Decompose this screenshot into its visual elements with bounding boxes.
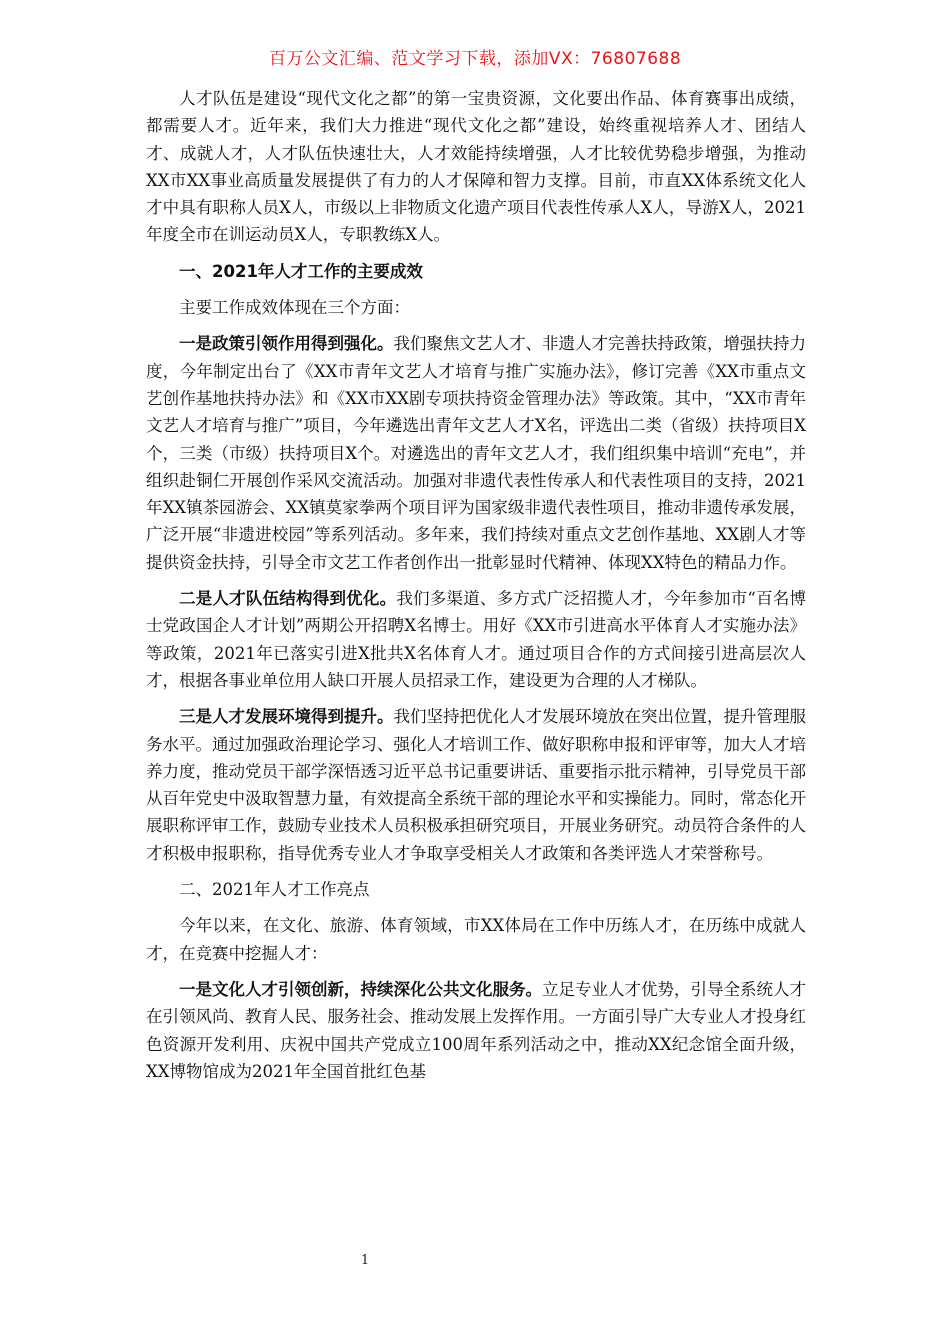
- section-1-item-3-text: 我们坚持把优化人才发展环境放在突出位置，提升管理服务水平。通过加强政治理论学习、强化人才培训工作、做好职称申报和评审等，加大人才培养力度，推动党员干部学深悟透习近平总书记重要讲话、重要指示批示精神，引导党员干部从百年党史中汲取智慧力量，有效提高全系统干部的理论水平和实操能力。同时，常态化开展职称评审工作，鼓励专业技术人员积极承担研究项目，开展业务研究。动员符合条件的人才积极申报职称，指导优秀专业人才争取享受相关人才政策和各类评选人才荣誉称号。: [146, 707, 806, 863]
- section-1-heading: 一、2021年人才工作的主要成效: [179, 261, 423, 281]
- page-number: 1: [360, 1253, 370, 1268]
- section-2-item-1-text: 立足专业人才优势，引导全系统人才在引领风尚、教育人民、服务社会、推动发展上发挥作用。一方面引导广大专业人才投身红色资源开发利用、庆祝中国共产党成立100周年系列活动之中，推动XX纪念馆全面升级，XX博物馆成为2021年全国首批红色基: [146, 979, 806, 1081]
- section-2-item-1: [146, 976, 806, 1085]
- document-body: [146, 85, 806, 1085]
- section-1-item-1-lead: 一是政策引领作用得到强化。: [179, 334, 394, 354]
- section-1-item-1: [146, 330, 806, 576]
- section-2-heading: 二、2021年人才工作亮点: [179, 880, 370, 900]
- section-1-item-2-text: 我们多渠道、多方式广泛招揽人才，今年参加市“百名博士党政国企人才计划”两期公开招聘X名博士。用好《XX市引进高水平体育人才实施办法》等政策，2021年已落实引进X批共X名体育人才。通过项目合作的方式间接引进高层次人才，根据各事业单位用人缺口开展人员招录工作，建设更为合理的人才梯队。: [146, 589, 807, 690]
- intro-paragraph: 人才队伍是建设“现代文化之都”的第一宝贵资源，文化要出作品、体育赛事出成绩，都需要人才。近年来，我们大力推进“现代文化之都”建设，始终重视培养人才、团结人才、成就人才，人才队伍快速壮大，人才效能持续增强，人才比较优势稳步增强，为推动XX市XX事业高质量发展提供了有力的人才保障和智力支撑。目前，市直XX体系统文化人才中具有职称人员X人，市级以上非物质文化遗产项目代表性传承人X人，导游X人，2021年度全市在训运动员X人，专职教练X人。: [146, 89, 806, 245]
- section-1-item-3: [146, 703, 806, 867]
- section-1-item-2-lead: 二是人才队伍结构得到优化。: [179, 589, 397, 609]
- promo-banner: 百万公文汇编、范文学习下载，添加VX：76807688: [268, 49, 682, 69]
- section-1-summary: 主要工作成效体现在三个方面：: [179, 298, 410, 318]
- section-2-summary: 今年以来，在文化、旅游、体育领域，市XX体局在工作中历练人才，在历练中成就人才，在竞赛中挖掘人才：: [146, 916, 806, 963]
- section-1-item-3-lead: 三是人才发展环境得到提升。: [179, 707, 394, 727]
- section-2-item-1-lead: 一是文化人才引领创新，持续深化公共文化服务。: [179, 979, 542, 999]
- section-1-item-1-text: 我们聚焦文艺人才、非遗人才完善扶持政策，增强扶持力度，今年制定出台了《XX市青年文艺人才培育与推广实施办法》，修订完善《XX市重点文艺创作基地扶持办法》和《XX市XX剧专项扶持资金管理办法》等政策。其中，“XX市青年文艺人才培育与推广”项目，今年遴选出青年文艺人才X名，评选出二类（省级）扶持项目X个，三类（市级）扶持项目X个。对遴选出的青年文艺人才，我们组织集中培训“充电”，并组织赴铜仁开展创作采风交流活动。加强对非遗代表性传承人和代表性项目的支持，2021年XX镇茶园游会、XX镇莫家拳两个项目评为国家级非遗代表性项目，推动非遗传承发展，广泛开展“非遗进校园”等系列活动。多年来，我们持续对重点文艺创作基地、XX剧人才等提供资金扶持，引导全市文艺工作者创作出一批彰显时代精神、体现XX特色的精品力作。: [146, 334, 806, 572]
- section-1-item-2: [146, 585, 806, 694]
